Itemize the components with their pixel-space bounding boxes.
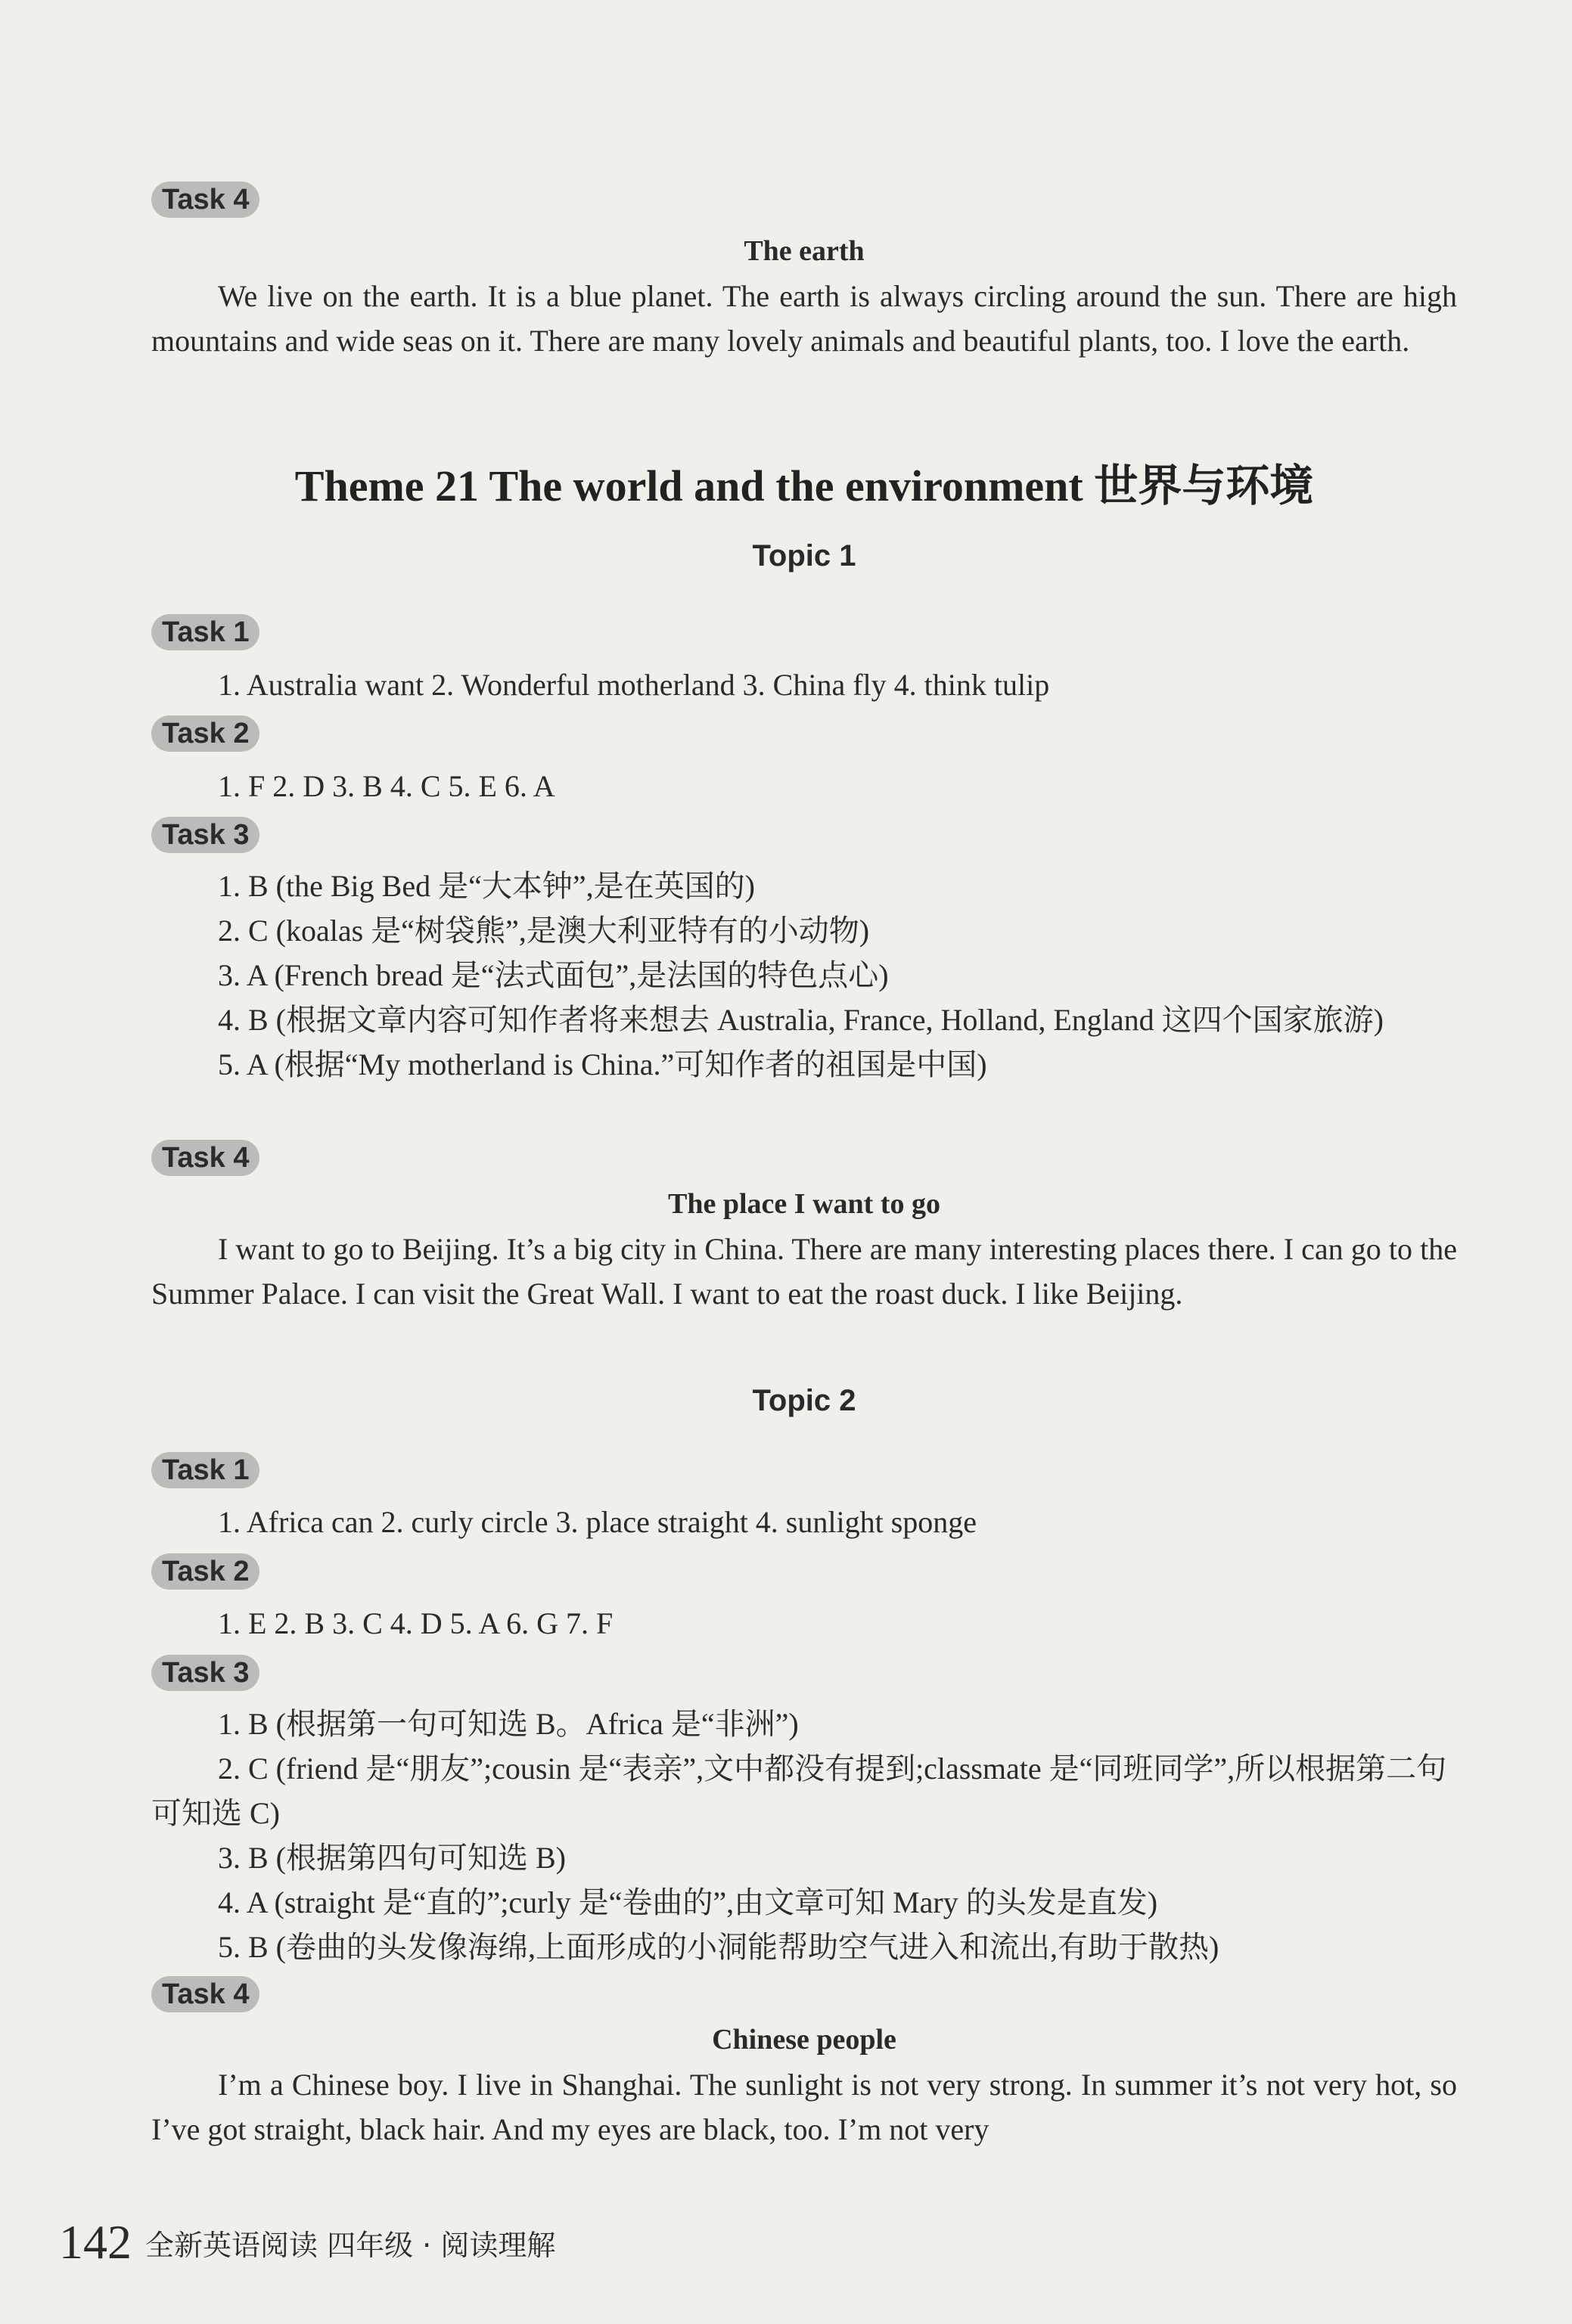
- earth-paragraph: We live on the earth. It is a blue planet. The earth is always circling around the sun. There are high mountains and wide seas on it. There are many lovely animals and beautiful plants, too. I love the earth.: [151, 279, 1457, 358]
- topic1-task2-answer: 1. F 2. D 3. B 4. C 5. E 6. A: [218, 769, 555, 803]
- topic2-heading: Topic 2: [752, 1384, 856, 1417]
- book-title: 全新英语阅读 四年级 · 阅读理解: [145, 2228, 556, 2262]
- topic2-task4-paragraph: I’m a Chinese boy. I live in Shanghai. The sunlight is not very strong. In summer it’s not very hot, so I’ve got straight, black hair. And my eyes are black, too. I’m not very: [151, 2068, 1457, 2146]
- topic1-task4-label: Task 4: [151, 1140, 259, 1176]
- topic1-task1-answer: 1. Australia want 2. Wonderful motherland 3. China fly 4. think tulip: [218, 668, 1050, 702]
- topic2-task1-label-row: [151, 1452, 1457, 1488]
- topic1-task2-label-row: [151, 715, 1457, 752]
- topic1-task4-title: The place I want to go: [668, 1188, 940, 1220]
- topic2-task1-label: Task 1: [151, 1452, 259, 1488]
- topic1-task3-label-row: [151, 817, 1457, 853]
- page-number: 142: [59, 2215, 132, 2269]
- list-item: 3. B (根据第四句可知选 B): [218, 1841, 566, 1875]
- list-item: 2. C (friend 是“朋友”;cousin 是“表亲”,文中都没有提到;classmate 是“同班同学”,所以根据第二句可知选 C): [151, 1752, 1447, 1830]
- topic2-task3-label: Task 3: [151, 1655, 259, 1691]
- topic1-task1-label: Task 1: [151, 614, 259, 650]
- topic2-task2-label-row: [151, 1553, 1457, 1590]
- topic2-task4-label-row: [151, 1976, 1457, 2012]
- topic1-task2-label: Task 2: [151, 715, 259, 752]
- earth-title: The earth: [744, 235, 865, 267]
- topic2-task4-title: Chinese people: [712, 2024, 896, 2056]
- earth-task-label: Task 4: [151, 182, 259, 218]
- list-item: 1. B (the Big Bed 是“大本钟”,是在英国的): [218, 869, 755, 903]
- topic1-heading: Topic 1: [752, 539, 856, 572]
- list-item: 4. B (根据文章内容可知作者将来想去 Australia, France, Holland, England 这四个国家旅游): [218, 1003, 1384, 1037]
- topic2-task2-answer: 1. E 2. B 3. C 4. D 5. A 6. G 7. F: [218, 1606, 614, 1640]
- topic2-task4-label: Task 4: [151, 1976, 259, 2012]
- footer: [59, 2214, 555, 2270]
- list-item: 1. B (根据第一句可知选 B。Africa 是“非洲”): [218, 1707, 799, 1741]
- topic1-task4-paragraph: I want to go to Beijing. It’s a big city in China. There are many interesting places there. I can go to the Summer Palace. I can visit the Great Wall. I want to eat the roast duck. I like Beijing.: [151, 1232, 1457, 1311]
- topic1-task4-label-row: [151, 1140, 1457, 1176]
- topic2-task1-answer: 1. Africa can 2. curly circle 3. place straight 4. sunlight sponge: [218, 1505, 977, 1539]
- list-item: 4. A (straight 是“直的”;curly 是“卷曲的”,由文章可知 Mary 的头发是直发): [218, 1885, 1158, 1919]
- topic1-task3-label: Task 3: [151, 817, 259, 853]
- list-item: 5. A (根据“My motherland is China.”可知作者的祖国是中国): [218, 1047, 987, 1081]
- topic2-task3-list: [151, 1702, 1457, 1969]
- topic2-task3-label-row: [151, 1655, 1457, 1691]
- list-item: 3. A (French bread 是“法式面包”,是法国的特色点心): [218, 958, 889, 992]
- topic1-task3-list: [151, 864, 1457, 1087]
- topic2-task2-label: Task 2: [151, 1553, 259, 1590]
- theme-heading: Theme 21 The world and the environment 世界与环境: [294, 461, 1314, 510]
- list-item: 5. B (卷曲的头发像海绵,上面形成的小洞能帮助空气进入和流出,有助于散热): [218, 1930, 1219, 1964]
- earth-task-label-row: [151, 182, 1457, 218]
- topic1-task1-label-row: [151, 614, 1457, 650]
- list-item: 2. C (koalas 是“树袋熊”,是澳大利亚特有的小动物): [218, 914, 870, 948]
